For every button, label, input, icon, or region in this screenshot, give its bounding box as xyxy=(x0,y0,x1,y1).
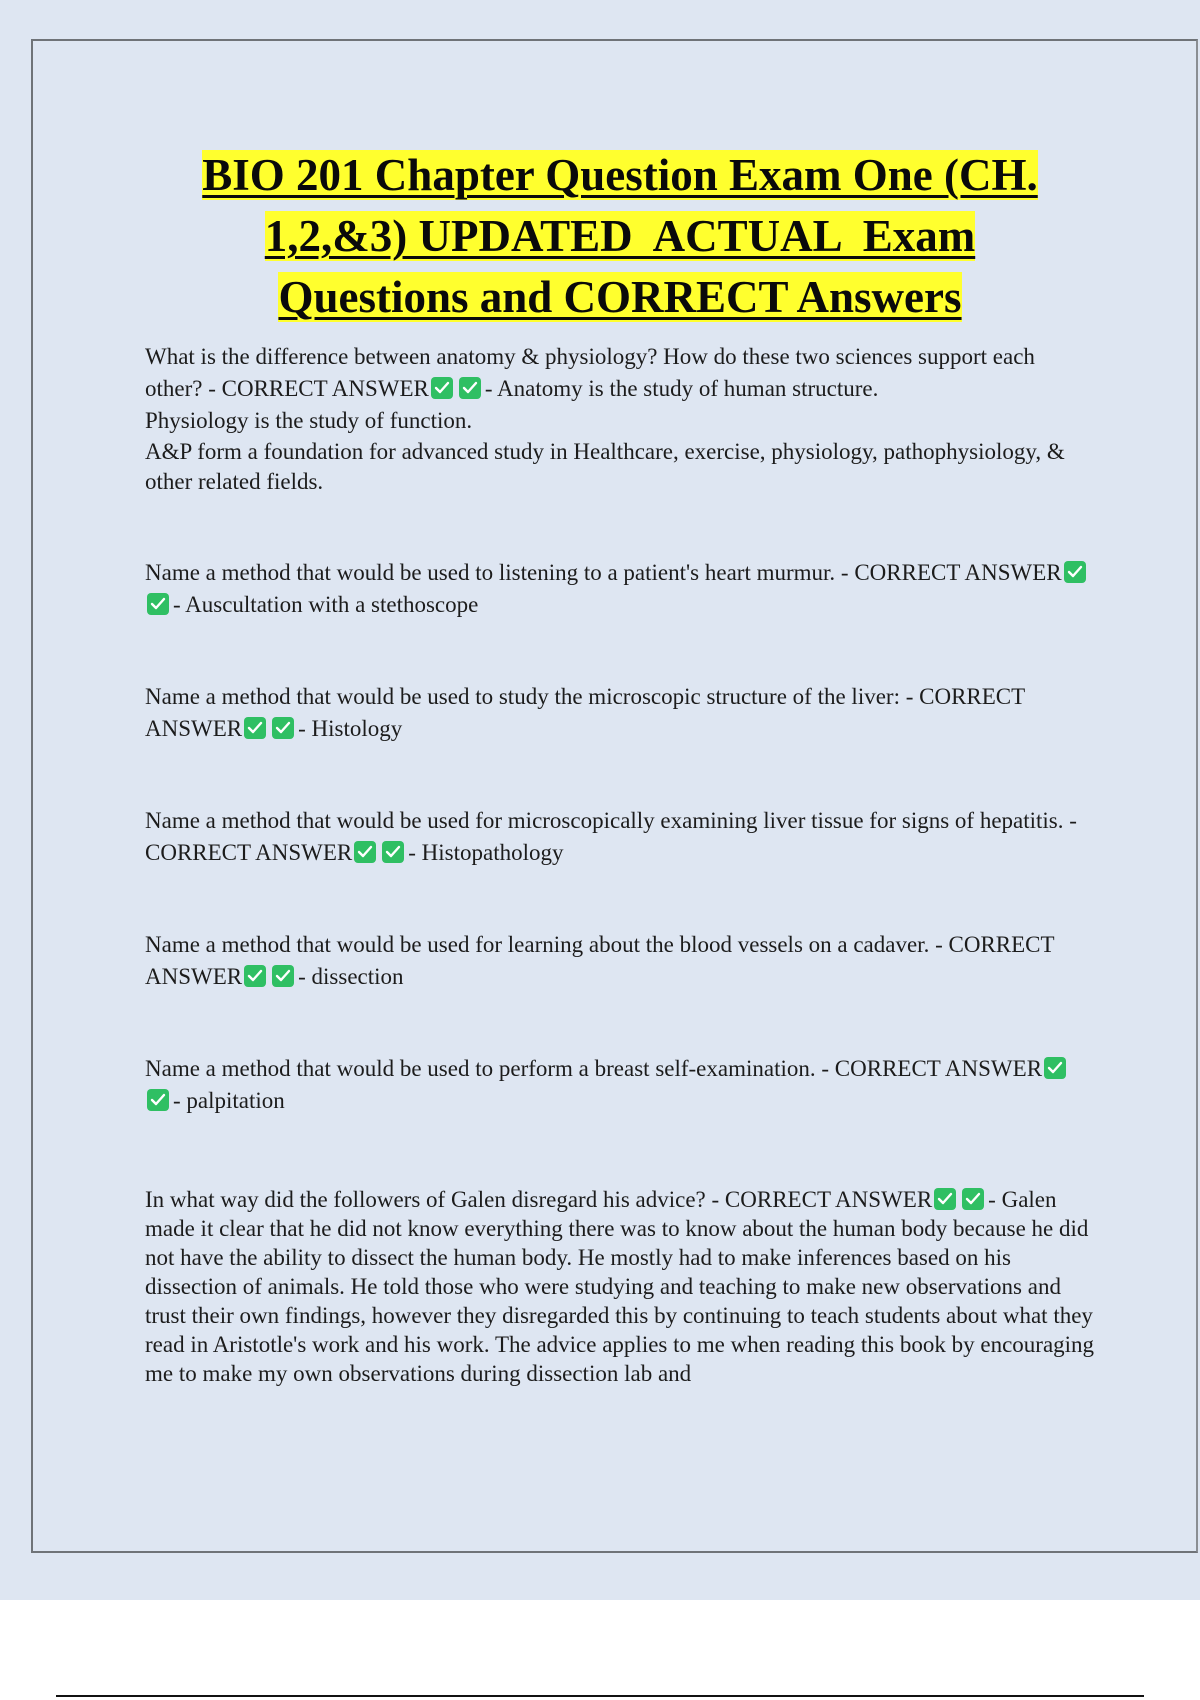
qa-entry xyxy=(145,681,1095,745)
answer-text: Galen made it clear that he did not know everything there was to know about the human body because he did not have the ability to dissect the human body. He mostly had to make inferences based on his dissection of animals. He told those who were studying and teaching to make new observations and trust their own findings, however they disregarded this by continuing to teach students about what they read in Aristotle's work and his work. The advice applies to me when reading this book by encouraging me to make my own observations during dissection lab and xyxy=(145,1187,1095,1386)
title-line: BIO 201 Chapter Question Exam One (CH. xyxy=(202,150,1038,200)
question-text: Name a method that would be used to listening to a patient's heart murmur. xyxy=(145,560,836,585)
qa-paragraph: Name a method that would be used to listening to a patient's heart murmur. - CORRECT ANSWER - Auscultation with a stethoscope xyxy=(145,557,1095,621)
qa-paragraph: Name a method that would be used for learning about the blood vessels on a cadaver. - CORRECT ANSWER - dissection xyxy=(145,932,1055,989)
checkmark-icon xyxy=(244,717,266,739)
answer-text: palpitation xyxy=(186,1088,285,1113)
answer-paragraph: A&P form a foundation for advanced study in Healthcare, exercise, physiology, pathophysiology, & other related fields. xyxy=(145,439,1065,494)
answer-text: Histopathology xyxy=(421,840,564,865)
qa-entry xyxy=(145,341,1095,497)
answer-marker: - CORRECT ANSWER xyxy=(208,376,429,401)
answer-marker: - CORRECT ANSWER xyxy=(840,560,1062,585)
checkmark-icon xyxy=(962,1188,984,1210)
qa-paragraph: What is the difference between anatomy & physiology? How do these two sciences support each other? - CORRECT ANSWER - Anatomy is the study of human structure. xyxy=(145,344,1035,401)
answer-paragraph: Physiology is the study of function. xyxy=(145,408,473,433)
answer-marker: - CORRECT ANSWER xyxy=(145,684,1025,741)
answer-text: Histology xyxy=(311,716,403,741)
qa-entry xyxy=(145,929,1095,993)
question-list xyxy=(145,341,1095,1388)
answer-marker: - CORRECT ANSWER xyxy=(821,1056,1043,1081)
answer-marker: - CORRECT ANSWER xyxy=(145,808,1077,865)
qa-paragraph: Name a method that would be used to perform a breast self-examination. - CORRECT ANSWER - palpitation xyxy=(145,1053,1095,1117)
checkmark-icon xyxy=(1044,1057,1066,1079)
answer-marker: - CORRECT ANSWER xyxy=(145,932,1055,989)
checkmark-icon xyxy=(934,1188,956,1210)
checkmark-icon xyxy=(459,377,481,399)
answer-text: Auscultation with a stethoscope xyxy=(185,592,479,617)
page-divider xyxy=(56,1695,1144,1697)
question-text: Name a method that would be used to perform a breast self-examination. xyxy=(145,1056,816,1081)
title-line: 1,2,&3) UPDATED ACTUAL Exam xyxy=(264,211,976,261)
answer-marker: - CORRECT ANSWER xyxy=(711,1187,933,1212)
qa-paragraph: Name a method that would be used for microscopically examining liver tissue for signs of hepatitis. - CORRECT ANSWER - Histopathology xyxy=(145,808,1077,865)
question-text: Name a method that would be used to study the microscopic structure of the liver: xyxy=(145,684,900,709)
title-line: Questions and CORRECT Answers xyxy=(278,272,962,322)
checkmark-icon xyxy=(147,593,169,615)
qa-entry xyxy=(145,557,1095,621)
qa-entry xyxy=(145,1185,1095,1388)
document-title xyxy=(130,145,1110,328)
question-text: Name a method that would be used for learning about the blood vessels on a cadaver. xyxy=(145,932,930,957)
qa-entry xyxy=(145,805,1095,869)
checkmark-icon xyxy=(1064,561,1086,583)
answer-text: dissection xyxy=(311,964,404,989)
checkmark-icon xyxy=(272,965,294,987)
checkmark-icon xyxy=(431,377,453,399)
checkmark-icon xyxy=(354,841,376,863)
question-text: What is the difference between anatomy & physiology? How do these two sciences support each other? xyxy=(145,344,1035,401)
checkmark-icon xyxy=(272,717,294,739)
checkmark-icon xyxy=(244,965,266,987)
question-text: Name a method that would be used for microscopically examining liver tissue for signs of hepatitis. xyxy=(145,808,1064,833)
question-text: In what way did the followers of Galen disregard his advice? xyxy=(145,1187,706,1212)
qa-paragraph: Name a method that would be used to study the microscopic structure of the liver: - CORRECT ANSWER - Histology xyxy=(145,684,1025,741)
qa-paragraph: In what way did the followers of Galen disregard his advice? - CORRECT ANSWER - Galen made it clear that he did not know everything there was to know about the human body because he did not have the ability to dissect the human body. He mostly had to make inferences based on his dissection of animals. He told those who were studying and teaching to make new observations and trust their own findings, however they disregarded this by continuing to teach students about what they read in Aristotle's work and his work. The advice applies to me when reading this book by encouraging me to make my own observations during dissection lab and xyxy=(145,1187,1095,1386)
answer-text: Anatomy is the study of human structure. xyxy=(497,376,879,401)
checkmark-icon xyxy=(382,841,404,863)
checkmark-icon xyxy=(147,1089,169,1111)
qa-entry xyxy=(145,1053,1095,1117)
